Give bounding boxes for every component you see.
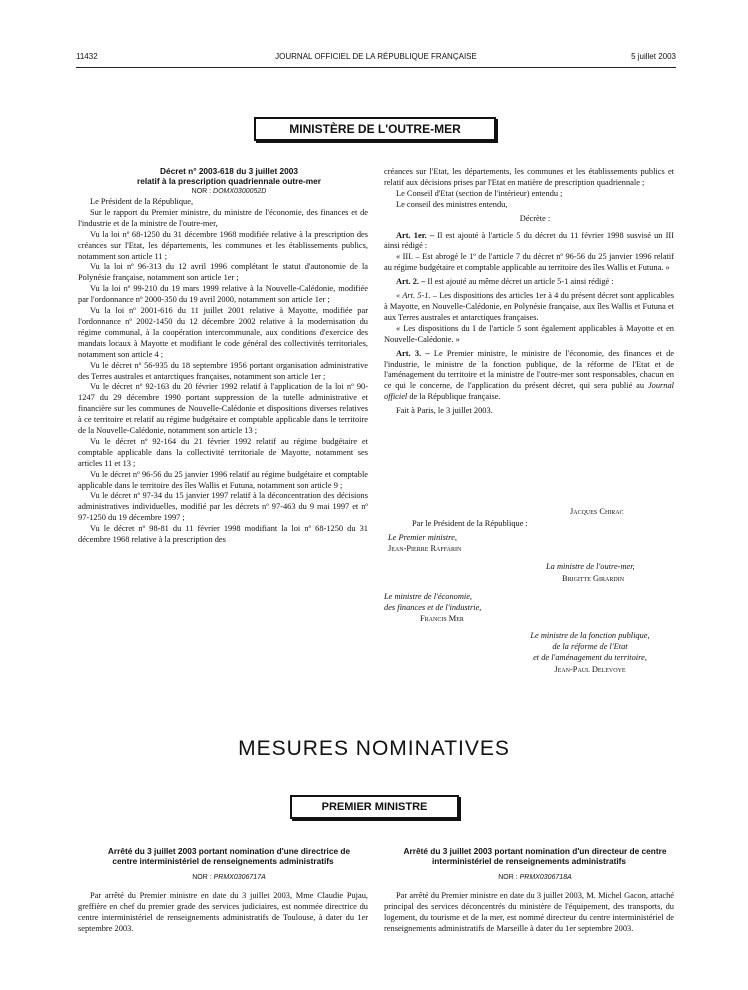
decree-paragraph: Sur le rapport du Premier ministre, du ministre de l'économie, des finances et de l'industrie et de la ministre de l'outre-mer, bbox=[78, 207, 368, 228]
journal-officiel-ref: Journal officiel bbox=[384, 381, 674, 402]
decree-paragraph: Vu le décret nº 97-34 du 15 janvier 1997 relatif à la déconcentration des décisions administratives individuelles, modifié par les décrets nº 97-463 du 9 mai 1997 et nº 97-1250 du 19 décembre 1997 ; bbox=[78, 491, 368, 523]
article-5-1 bbox=[384, 291, 674, 324]
nor-code: PRMX0306718A bbox=[519, 874, 572, 881]
decree-right-column bbox=[384, 167, 674, 417]
decree-nor bbox=[78, 186, 368, 197]
nor-label: NOR : bbox=[498, 874, 520, 881]
premier-ministre-box bbox=[290, 795, 459, 819]
decree-paragraph: Vu la loi nº 2001-616 du 11 juillet 2001 relative à Mayotte, modifiée par l'ordonnance nº 2002-1450 du 12 décembre 2002 relative à la modernisation du régime communal, à la coopération intercommunale, aux conditions d'exercice des mandats locaux à Mayotte et modifiant le code général des collectivités territoriales, notamment son article 4 ; bbox=[78, 306, 368, 359]
pm-name: Jean-Pierre Raffarin bbox=[388, 544, 462, 553]
fp-title-1: Le ministre de la fonction publique, bbox=[530, 631, 650, 640]
premier-ministre-heading: PREMIER MINISTRE bbox=[321, 801, 428, 813]
decree-title-line1: Décret n° 2003-618 du 3 juillet 2003 bbox=[160, 166, 298, 176]
arrete-left-body: Par arrêté du Premier ministre en date du 3 juillet 2003, Mme Claudie Pujau, greffière en chef du premier grade des services judiciaires, est nommée directrice du centre interministériel de renseignements administratifs de Toulouse, à dater du 1er septembre 2003. bbox=[78, 891, 368, 933]
decrete: Décrète : bbox=[519, 213, 551, 223]
article-5-1-text: – Les dispositions des articles 1er à 4 du présent décret sont applicables à Mayotte, en Nouvelle-Calédonie, en Polynésie française, aux îles Wallis et Futuna et aux Terres australes et antarctiques françaises. bbox=[384, 291, 674, 322]
conseil-etat: Le Conseil d'Etat (section de l'intérieur) entendu ; bbox=[396, 188, 563, 198]
ministry-heading-box bbox=[254, 117, 496, 141]
fait-a-paris: Fait à Paris, le 3 juillet 2003. bbox=[396, 406, 493, 416]
page-number: 11432 bbox=[76, 52, 98, 61]
article-1-text: Il est ajouté à l'article 5 du décret du 11 février 1998 susvisé un III ainsi rédigé : bbox=[384, 230, 674, 251]
om-name: Brigitte Girardin bbox=[562, 574, 625, 583]
eco-title-2: des finances et de l'industrie, bbox=[384, 603, 482, 612]
pm-title: Le Premier ministre, bbox=[388, 533, 457, 542]
om-title: La ministre de l'outre-mer, bbox=[546, 562, 635, 571]
article-1 bbox=[384, 231, 674, 253]
page-header bbox=[76, 52, 676, 66]
article-5-1-label: « Art. 5-1. bbox=[396, 291, 431, 301]
arrete-right-title: Arrêté du 3 juillet 2003 portant nomination d'un directeur de centre interministériel de renseignements administratifs bbox=[403, 846, 667, 866]
article-5-1-quote: « Les dispositions du I de l'article 5 sont également applicables à Mayotte et en Nouvelle-Calédonie. » bbox=[384, 323, 674, 344]
decree-right-intro: créances sur l'Etat, les départements, les communes et les établissements publics et relatif aux décisions prises par l'Etat en matière de prescription quadriennale ; bbox=[384, 167, 674, 187]
eco-title-1: Le ministre de l'économie, bbox=[384, 592, 473, 601]
ministry-heading: MINISTÈRE DE L'OUTRE-MER bbox=[289, 122, 461, 136]
article-3-text-a: Le Premier ministre, le ministre de l'économie, des finances et de l'industrie, le ministre de la fonction publique, de la réforme de l'Etat et de l'aménagement du territoire et la ministre de l'outre-mer sont responsables, chacun en ce qui le concerne, de l'application du présent décret, qui sera publié au bbox=[384, 348, 674, 391]
conseil-ministres: Le conseil des ministres entendu, bbox=[396, 199, 508, 209]
fp-title-3: et de l'aménagement du territoire, bbox=[533, 653, 647, 662]
fp-title-2: de la réforme de l'Etat bbox=[552, 642, 628, 651]
decree-paragraph: Vu la loi nº 96-313 du 12 avril 1996 complétant le statut d'autonomie de la Polynésie française, notamment son article 1er ; bbox=[78, 262, 368, 283]
header-rule bbox=[76, 67, 676, 68]
decree-paragraph: Vu la loi nº 99-210 du 19 mars 1999 relative à la Nouvelle-Calédonie, modifiée par l'ordonnance nº 2000-350 du 19 avril 2000, notamment son article 1er ; bbox=[78, 284, 368, 305]
par-le-president: Par le Président de la République : bbox=[412, 519, 528, 528]
article-3-label: Art. 3. – bbox=[396, 348, 430, 358]
arrete-left bbox=[78, 846, 368, 935]
nor-code: PRMX0306717A bbox=[213, 874, 266, 881]
arrete-right bbox=[384, 846, 674, 935]
arrete-right-body: Par arrêté du Premier ministre en date du 3 juillet 2003, M. Michel Gacon, attaché principal des services déconcentrés du ministère de l'équipement, des transports, du logement, du tourisme et de la mer, est nommé directeur du centre interministériel de renseignements administratifs de Marseille à dater du 1er septembre 2003. bbox=[384, 891, 674, 933]
signature-president: Jacques Chirac bbox=[570, 507, 624, 516]
decree-paragraph: Vu le décret nº 98-81 du 11 février 1998 modifiant la loi nº 68-1250 du 31 décembre 1968 relative à la prescription des bbox=[78, 524, 368, 545]
decree-left-column bbox=[78, 166, 368, 546]
decree-paragraph: Vu le décret nº 96-56 du 25 janvier 1996 relatif au régime budgétaire et comptable applicable dans le territoire des îles Wallis et Futuna, notamment son article 9 ; bbox=[78, 469, 368, 490]
nor-label: NOR : bbox=[191, 188, 214, 195]
nor-label: NOR : bbox=[192, 874, 214, 881]
arrete-right-nor bbox=[384, 872, 674, 883]
article-1-label: Art. 1er. – bbox=[396, 230, 435, 240]
eco-name: Francis Mer bbox=[420, 614, 464, 623]
fp-name: Jean-Paul Delevoye bbox=[554, 665, 626, 674]
arrete-left-title: Arrêté du 3 juillet 2003 portant nomination d'une directrice de centre interministériel de renseignements administratifs bbox=[107, 846, 351, 866]
decree-paragraph: Vu le décret nº 92-163 du 20 février 1992 relatif à l'application de la loi nº 90-1247 du 29 décembre 1990 portant suppression de la tutelle administrative et financière sur les communes de Nouvelle-Calédonie et dispositions diverses relatives à ce territoire et relatif au régime budgétaire et comptable applicable dans le territoire de la Nouvelle-Calédonie, notamment son article 13 ; bbox=[78, 382, 368, 436]
article-2-label: Art. 2. – bbox=[396, 277, 426, 287]
article-3-text-b: de la République française. bbox=[407, 392, 501, 402]
article-2-text: Il est ajouté au même décret un article 5-1 ainsi rédigé : bbox=[425, 277, 614, 287]
mesures-nominatives-title: MESURES NOMINATIVES bbox=[238, 737, 510, 760]
article-3 bbox=[384, 349, 674, 404]
decree-paragraph: Vu le décret nº 56-935 du 18 septembre 1956 portant organisation administrative des Terres australes et antarctiques françaises, notamment son article 1er ; bbox=[78, 360, 368, 381]
article-2 bbox=[384, 277, 674, 288]
decree-title-line2: relatif à la prescription quadriennale outre-mer bbox=[137, 176, 321, 186]
decree-paragraph: Le Président de la République, bbox=[90, 197, 194, 206]
arrete-left-nor bbox=[78, 872, 368, 883]
nor-code: DOMX0300052D bbox=[213, 188, 267, 195]
decree-paragraph: Vu la loi nº 68-1250 du 31 décembre 1968 modifiée relative à la prescription des créances sur l'Etat, les départements, les communes et les établissements publics, notamment son article 11 ; bbox=[78, 229, 368, 261]
decree-considerations bbox=[78, 197, 368, 546]
article-1-quote: « III. – Est abrogé le 1º de l'article 7 du décret nº 96-56 du 25 janvier 1996 relatif au régime budgétaire et comptable applicable au territoire des îles Wallis et Futuna. » bbox=[384, 252, 674, 273]
journal-title: JOURNAL OFFICIEL DE LA RÉPUBLIQUE FRANÇAISE bbox=[275, 52, 477, 61]
issue-date: 5 juillet 2003 bbox=[631, 52, 676, 61]
decree-paragraph: Vu le décret nº 92-164 du 21 février 1992 relatif au régime budgétaire et comptable applicable dans la collectivité territoriale de Mayotte, notamment ses articles 11 et 13 ; bbox=[78, 436, 368, 468]
